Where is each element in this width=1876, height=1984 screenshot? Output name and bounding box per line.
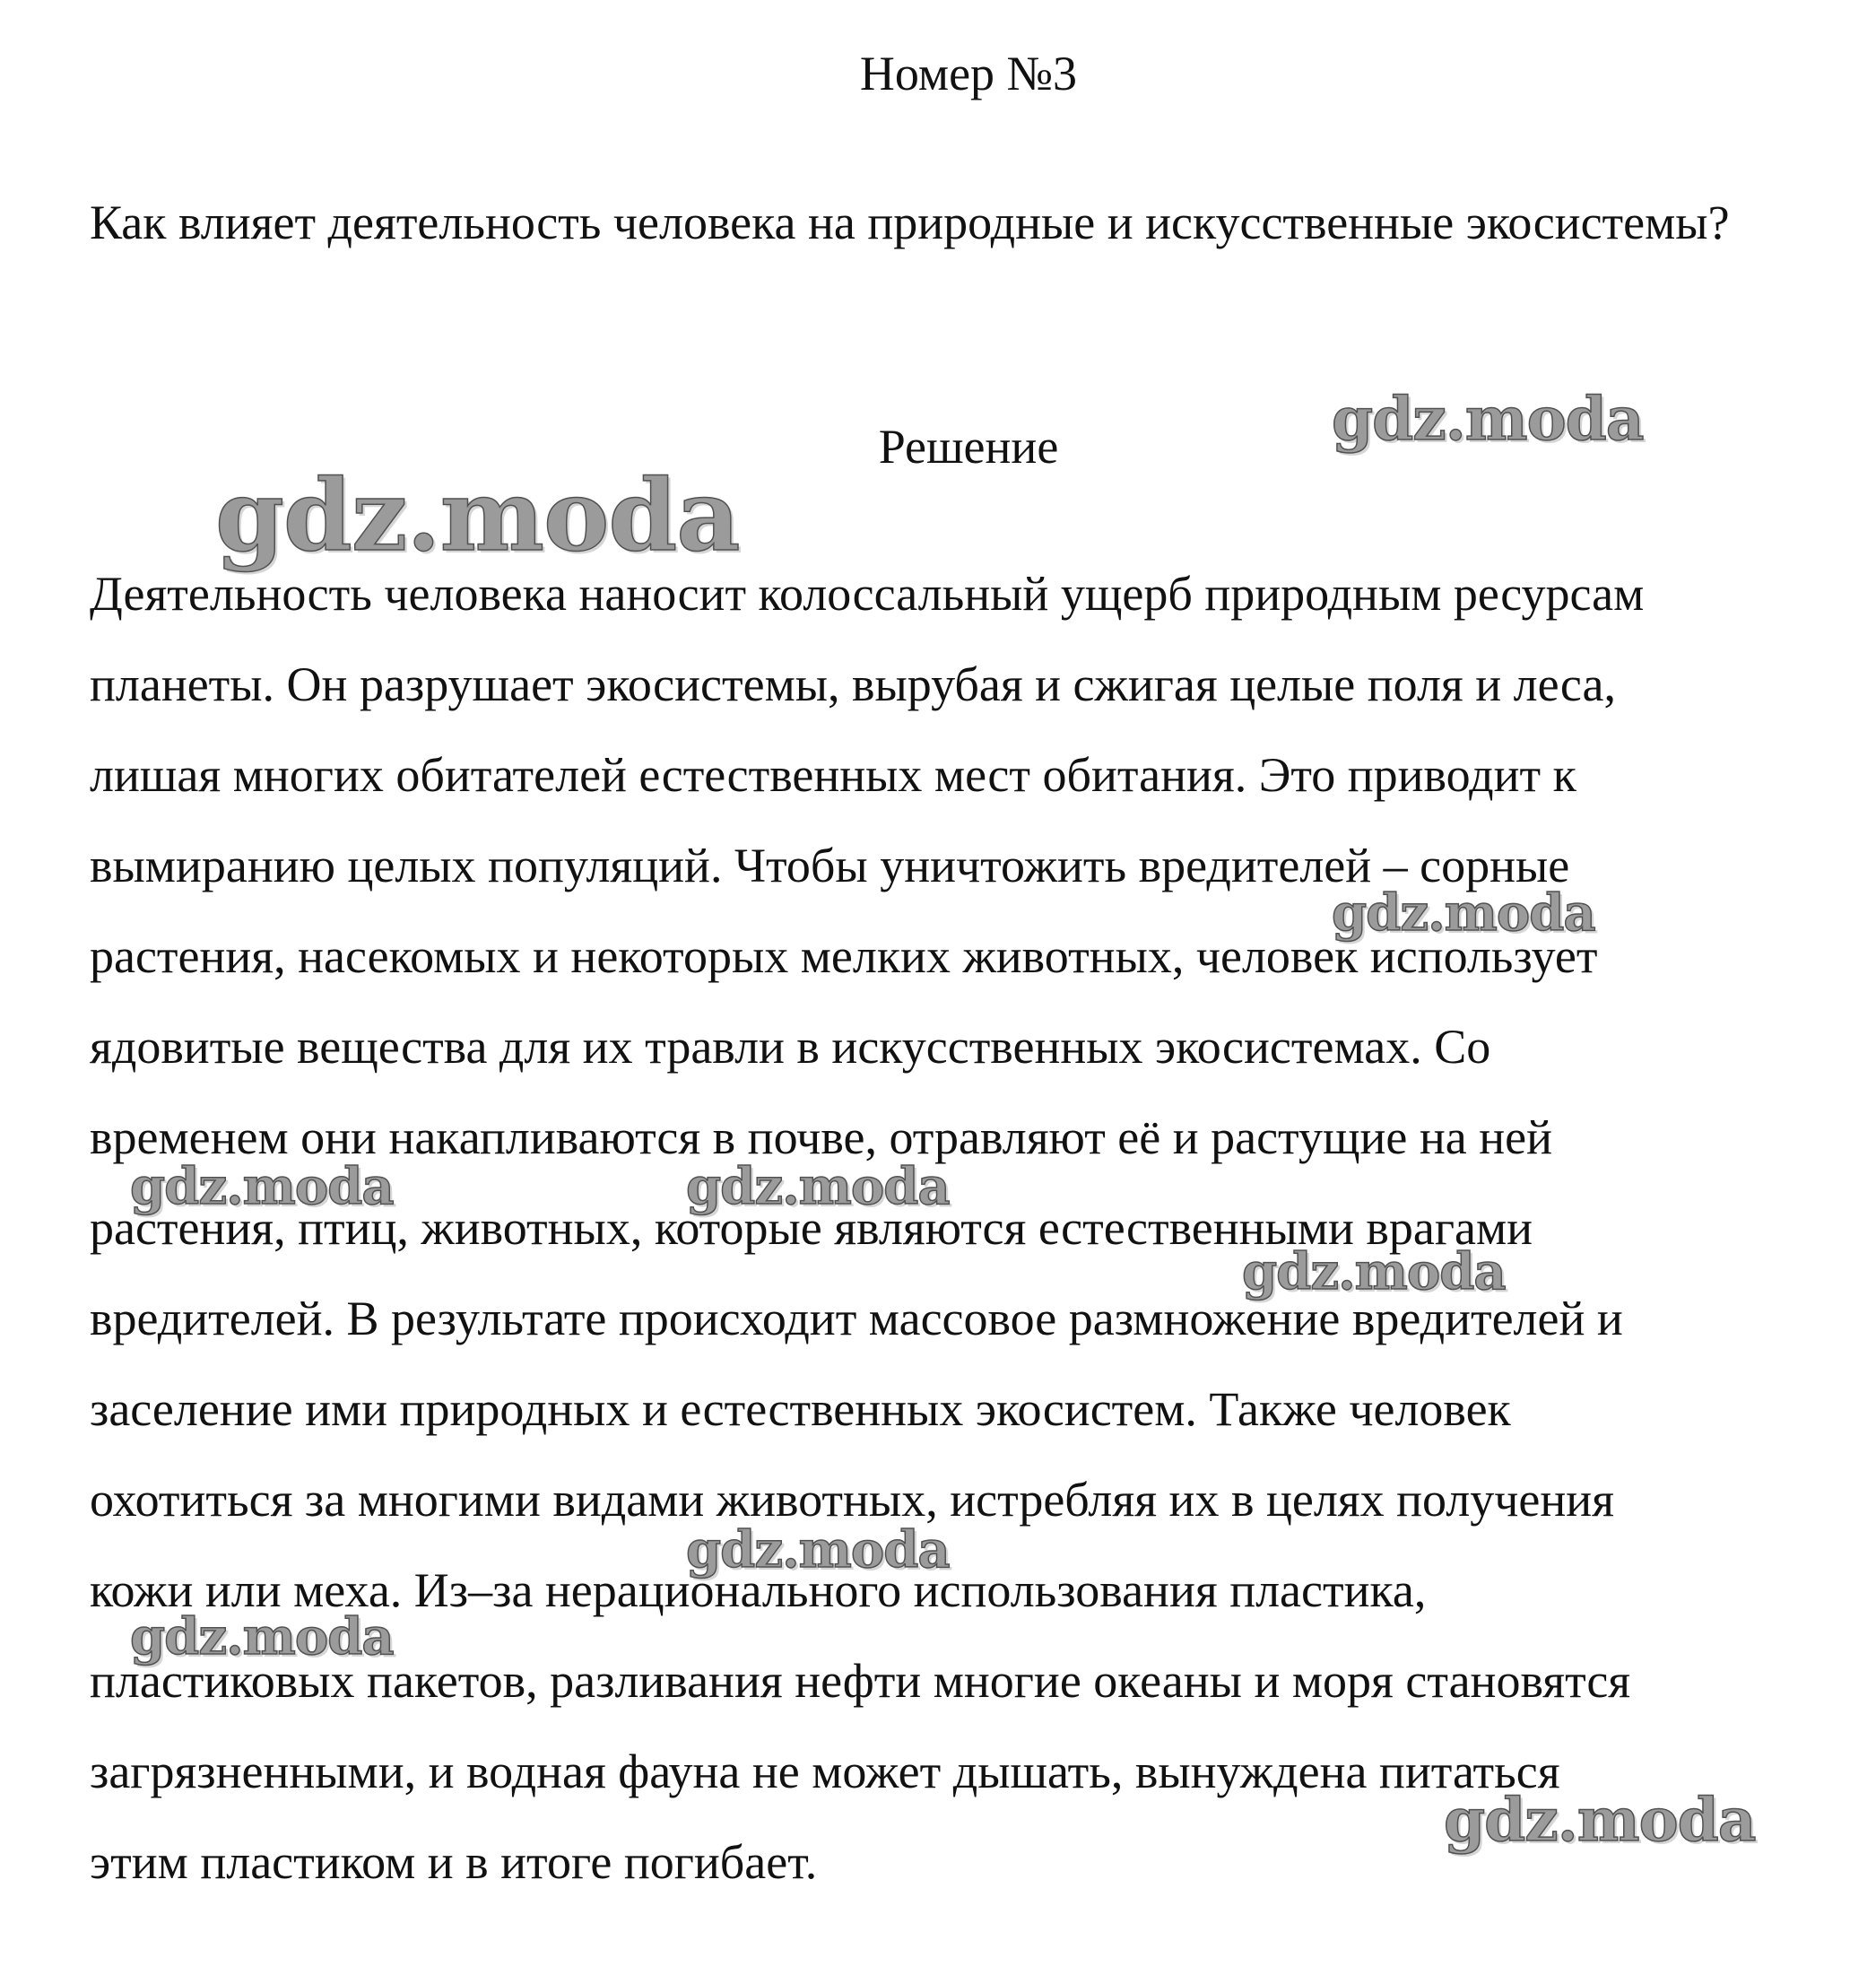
page-title: Номер №3: [859, 47, 1078, 100]
answer-line: планеты. Он разрушает экосистемы, вырубая и сжигая целые поля и леса,: [90, 657, 1616, 711]
answer-line: охотиться за многими видами животных, истребляя их в целях получения: [90, 1473, 1614, 1527]
answer-line: этим пластиком и в итоге погибает.: [90, 1835, 818, 1889]
watermark-logo: gdz.moda: [1332, 384, 1644, 454]
watermark-logo: gdz.moda: [686, 1157, 950, 1216]
answer-text: [90, 549, 1876, 1908]
watermark-logo: gdz.moda: [1242, 1242, 1506, 1301]
watermark-logo: gdz.moda: [130, 1607, 394, 1666]
answer-line: кожи или меха. Из–за нерационального использования пластика,: [90, 1563, 1427, 1617]
watermark-logo: gdz.moda: [1332, 883, 1595, 943]
answer-line: ядовитые вещества для их травли в искусственных экосистемах. Со: [90, 1020, 1491, 1074]
watermark-logo: gdz.moda: [215, 457, 740, 573]
answer-line: Деятельность человека наносит колоссальный ущерб природным ресурсам: [90, 567, 1645, 621]
watermark-logo: gdz.moda: [686, 1520, 950, 1579]
watermark-logo: gdz.moda: [130, 1157, 394, 1216]
answer-line: вредителей. В результате происходит массовое размножение вредителей и: [90, 1292, 1623, 1345]
watermark-logo: gdz.moda: [1444, 1785, 1756, 1855]
solution-heading: Решение: [878, 420, 1059, 474]
answer-line: загрязненными, и водная фауна не может дышать, вынуждена питаться: [90, 1745, 1560, 1798]
answer-line: заселение ими природных и естественных экосистем. Также человек: [90, 1382, 1511, 1436]
answer-line: растения, птиц, животных, которые являются естественными врагами: [90, 1201, 1533, 1255]
answer-line: пластиковых пакетов, разливания нефти многие океаны и моря становятся: [90, 1654, 1631, 1708]
answer-line: растения, насекомых и некоторых мелких животных, человек использует: [90, 929, 1598, 983]
question-text: Как влияет деятельность человека на природные и искусственные экосистемы?: [90, 196, 1730, 249]
answer-line: лишая многих обитателей естественных мест обитания. Это приводит к: [90, 748, 1576, 802]
answer-line: временем они накапливаются в почве, отравляют её и растущие на ней: [90, 1110, 1553, 1164]
answer-line: вымиранию целых популяций. Чтобы уничтожить вредителей – сорные: [90, 839, 1570, 892]
